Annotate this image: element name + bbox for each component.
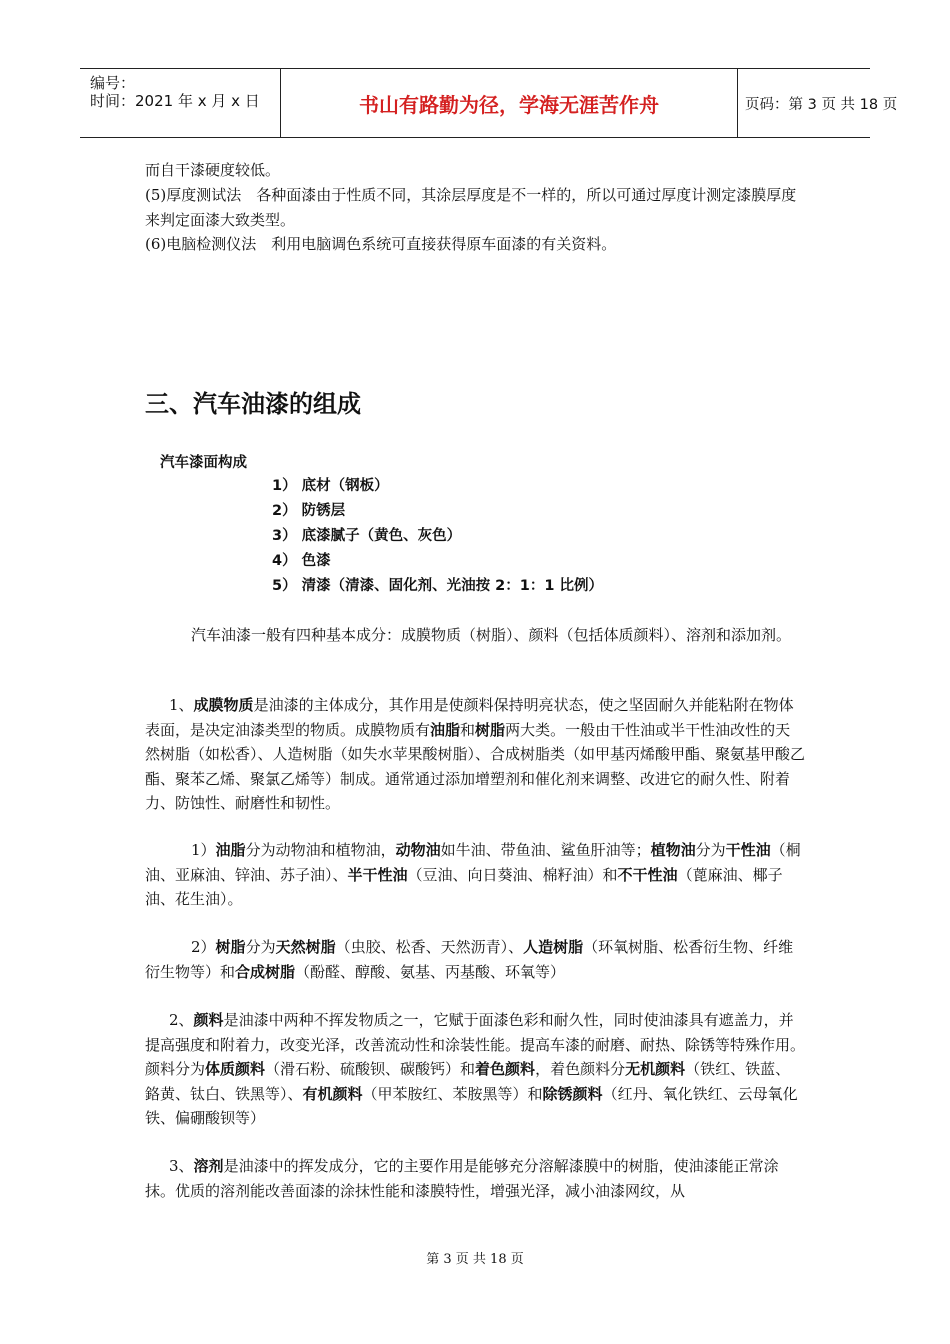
- document-header: [80, 68, 898, 138]
- header-motto: 书山有路勤为径，学海无涯苦作舟: [280, 69, 738, 137]
- layer-item: 1） 底材（钢板）: [272, 478, 389, 494]
- paragraph-oils: 1）油脂分为动物油和植物油，动物油如牛油、带鱼油、鲨鱼肝油等；植物油分为干性油（桐油、亚麻油、锌油、苏子油）、半干性油（豆油、向日葵油、棉籽油）和不干性油（蓖麻油、椰子油、花生油）。: [145, 841, 801, 908]
- layer-item: 3） 底漆腻子（黄色、灰色）: [272, 528, 462, 544]
- layer-item: 5） 清漆（清漆、固化剂、光油按 2：1：1 比例）: [272, 578, 603, 594]
- section-title: 三、汽车油漆的组成: [145, 390, 361, 418]
- paragraph-hardness: 而自干漆硬度较低。: [145, 161, 281, 179]
- paragraph-computer-test: (6)电脑检测仪法 利用电脑调色系统可直接获得原车面漆的有关资料。: [145, 235, 617, 253]
- paragraph-intro: 汽车油漆一般有四种基本成分：成膜物质（树脂）、颜料（包括体质颜料）、溶剂和添加剂。: [191, 626, 792, 644]
- page-footer: 第 3 页 共 18 页: [426, 1252, 524, 1267]
- paragraph-solvents: 3、溶剂是油漆中的挥发成分，它的主要作用是能够充分溶解漆膜中的树脂，使油漆能正常涂抹。优质的溶剂能改善面漆的涂抹性能和漆膜特性，增强光泽，减小油漆网纹，从: [145, 1157, 779, 1200]
- header-date: 时间：2021 年 x 月 x 日: [90, 92, 260, 110]
- paragraph-thickness-test: (5)厚度测试法 各种面漆由于性质不同，其涂层厚度是不一样的，所以可通过厚度计测定漆膜厚度来判定面漆大致类型。: [145, 186, 797, 229]
- paragraph-resins: 2）树脂分为天然树脂（虫胶、松香、天然沥青）、人造树脂（环氧树脂、松香衍生物、纤维衍生物等）和合成树脂（酚醛、醇酸、氨基、丙基酸、环氧等）: [145, 938, 794, 981]
- layer-item: 4） 色漆: [272, 553, 331, 569]
- paragraph-film-forming: 1、成膜物质是油漆的主体成分，其作用是使颜料保持明亮状态，使之坚固耐久并能粘附在物体表面，是决定油漆类型的物质。成膜物质有油脂和树脂两大类。一般由干性油或半干性油改性的天然树脂（如松香）、人造树脂（如失水苹果酸树脂）、合成树脂类（如甲基丙烯酸甲酯、聚氨基甲酸乙酯、聚苯乙烯、聚氯乙烯等）制成。通常通过添加增塑剂和催化剂来调整、改进它的耐久性、附着力、防蚀性、耐磨性和韧性。: [145, 696, 806, 812]
- layer-item: 2） 防锈层: [272, 503, 346, 519]
- header-number-label: 编号：: [90, 74, 136, 92]
- header-page-info: 页码：第 3 页 共 18 页: [745, 96, 898, 113]
- paragraph-pigments: 2、颜料是油漆中两种不挥发物质之一，它赋于面漆色彩和耐久性，同时使油漆具有遮盖力，并提高强度和附着力，改变光泽，改善流动性和涂装性能。提高车漆的耐磨、耐热、除锈等特殊作用。颜料分为体质颜料（滑石粉、硫酸钡、碳酸钙）和着色颜料，着色颜料分无机颜料（铁红、铁蓝、鉻黄、钛白、铁黑等）、有机颜料（甲苯胺红、苯胺黑等）和除锈颜料（红丹、氧化铁红、云母氧化铁、偏硼酸钡等）: [145, 1011, 806, 1127]
- header-meta: [80, 69, 280, 137]
- subsection-title: 汽车漆面构成: [160, 455, 247, 471]
